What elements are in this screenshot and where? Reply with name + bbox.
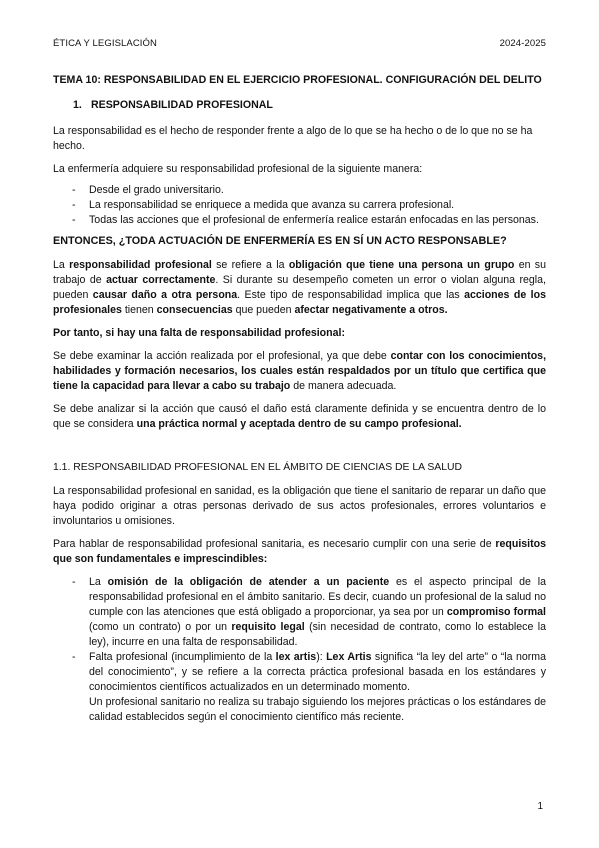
text: Falta profesional (incumplimiento de la <box>89 651 276 663</box>
bold-text: omisión de la obligación de atender a un paciente <box>107 576 390 588</box>
section-number: 1. <box>73 99 82 111</box>
bold-text: Lex Artis <box>326 651 372 663</box>
bold-text: afectar negativamente a otros. <box>294 304 448 316</box>
paragraph-examine <box>53 349 546 394</box>
bold-text: actuar correctamente <box>106 274 216 286</box>
header-year: 2024-2025 <box>499 38 546 49</box>
text: La <box>53 259 70 271</box>
text: se refiere a la <box>211 259 289 271</box>
question-heading: ENTONCES, ¿TODA ACTUACIÓN DE ENFERMERÍA ES EN SÍ UN ACTO RESPONSABLE? <box>53 235 507 247</box>
list-item <box>53 575 546 650</box>
list-item: - Todas las acciones que el profesional de enfermería realice estarán enfocadas en las personas. <box>53 213 546 228</box>
text: tienen <box>121 304 157 316</box>
document-body <box>53 72 546 731</box>
bold-text: requisitos que son fundamentales e imprescindibles: <box>53 538 546 565</box>
text: de manera adecuada. <box>290 380 397 392</box>
text: significa “la ley del arte” o “la norma del conocimiento”, y se refiere a la correcta práctica profesional basada en los estándares y conocimientos científicos actualizados en un determinado momento. <box>89 651 546 693</box>
list-item: - Desde el grado universitario. <box>53 183 546 198</box>
list-item: - La responsabilidad se enriquece a medida que avanza su carrera profesional. <box>53 198 546 213</box>
paragraph-conclusion <box>53 326 546 341</box>
text: es el aspecto principal de la responsabilidad profesional en el ámbito sanitario. Es decir, cuando un profesional de la salud no cumple con las atenciones que está obligado a proporcionar, ya sea por un <box>89 576 546 618</box>
text: ): <box>316 651 327 663</box>
bold-text: compromiso formal <box>446 606 546 618</box>
bold-text: consecuencias <box>156 304 233 316</box>
text: (sin necesidad de contrato, como lo establece la ley), incurre en una falta de responsabilidad. <box>89 621 546 648</box>
list-item <box>53 650 546 725</box>
text: Para hablar de responsabilidad profesional sanitaria, es necesario cumplir con una serie de <box>53 538 496 550</box>
text: . Si durante su desempeño cometen un error o violan alguna regla, pueden <box>53 274 546 301</box>
paragraph-health-responsibility: La responsabilidad profesional en sanidad, es la obligación que tiene el sanitario de reparar un daño que haya podido originar a otras personas derivado de sus actos profesionales, errores voluntarios e involuntarios u omisiones. <box>53 485 546 527</box>
section-title: RESPONSABILIDAD PROFESIONAL <box>91 99 273 111</box>
section-heading <box>73 98 546 113</box>
paragraph-requirements <box>53 537 546 567</box>
page-number: 1 <box>537 801 543 812</box>
text: La <box>89 576 108 588</box>
bold-text: lex artis <box>275 651 317 663</box>
bold-text: Por tanto, si hay una falta de responsabilidad profesional: <box>53 327 345 339</box>
paragraph-definition-responsibility <box>53 258 546 318</box>
document-title: TEMA 10: RESPONSABILIDAD EN EL EJERCICIO PROFESIONAL. CONFIGURACIÓN DEL DELITO <box>53 74 542 86</box>
subsection-heading: 1.1. RESPONSABILIDAD PROFESIONAL EN EL ÁMBITO DE CIENCIAS DE LA SALUD <box>53 462 463 473</box>
bold-text: una práctica normal y aceptada dentro de su campo profesional. <box>136 418 462 430</box>
bullet-list <box>53 183 546 228</box>
bold-text: causar daño a otra persona <box>92 289 238 301</box>
requirements-list <box>53 575 546 725</box>
bold-text: responsabilidad profesional <box>69 259 212 271</box>
bold-text: obligación que tiene una persona un grupo <box>288 259 515 271</box>
bold-text: acciones de los profesionales <box>53 289 546 316</box>
paragraph-analyze <box>53 402 546 432</box>
text: que pueden <box>232 304 295 316</box>
text: Se debe examinar la acción realizada por el profesional, ya que debe <box>53 350 391 362</box>
text: (como un contrato) o por un <box>89 621 232 633</box>
text: . Este tipo de responsabilidad implica que las <box>237 289 465 301</box>
paragraph-definition: La responsabilidad es el hecho de responder frente a algo de lo que se ha hecho o de lo que no se ha hecho. <box>53 125 533 152</box>
header-course: ÉTICA Y LEGISLACIÓN <box>53 38 157 49</box>
paragraph-intro-list: La enfermería adquiere su responsabilidad profesional de la siguiente manera: <box>53 163 423 175</box>
text: Se debe analizar si la acción que causó el daño está claramente definida y se encuentra dentro de lo que se considera <box>53 403 546 430</box>
text: en su trabajo de <box>53 259 546 286</box>
bold-text: contar con los conocimientos, habilidades y formación necesarios, los cuales están respaldados por un título que certifica que tiene la capacidad para llevar a cabo su trabajo <box>53 350 547 392</box>
bold-text: requisito legal <box>231 621 305 633</box>
text: Un profesional sanitario no realiza su trabajo siguiendo los mejores prácticas o los estándares de calidad establecidos según el conocimiento científico más reciente. <box>89 696 546 723</box>
